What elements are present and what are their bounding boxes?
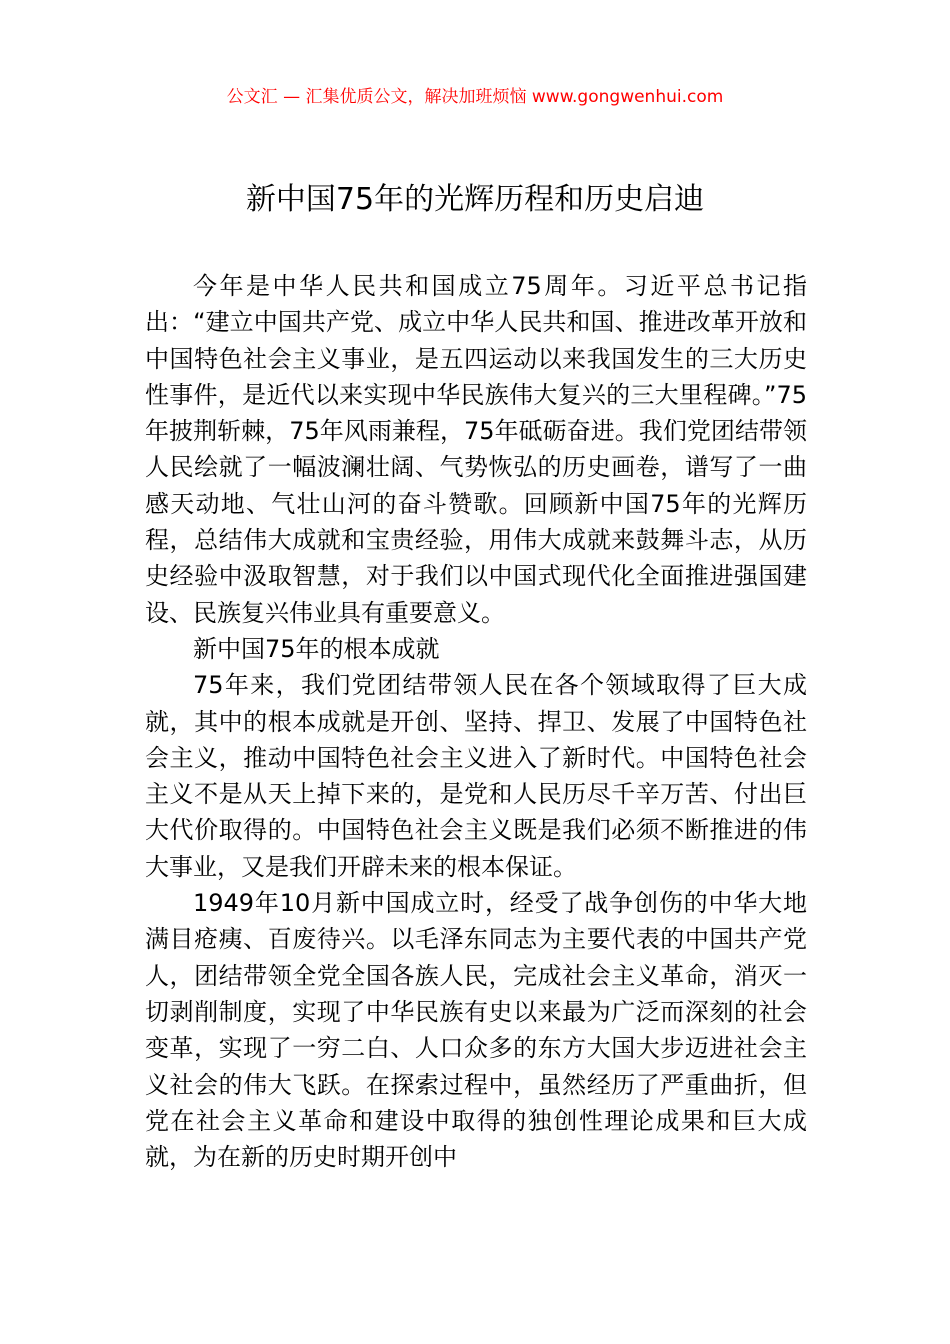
section-paragraph-1: 75年来，我们党团结带领人民在各个领域取得了巨大成就，其中的根本成就是开创、坚持、捍卫、发展了中国特色社会主义，推动中国特色社会主义进入了新时代。中国特色社会主义不是从天上掉下来的，是党和人民历尽千辛万苦、付出巨大代价取得的。中国特色社会主义既是我们必须不断推进的伟大事业，又是我们开辟未来的根本保证。 [145,671,807,881]
page-title: 新中国75年的光辉历程和历史启迪 [245,182,705,217]
section-paragraph-2: 1949年10月新中国成立时，经受了战争创伤的中华大地满目疮痍、百废待兴。以毛泽东同志为主要代表的中国共产党人，团结带领全党全国各族人民，完成社会主义革命，消灭一切剥削制度，实现了中华民族有史以来最为广泛而深刻的社会变革，实现了一穷二白、人口众多的东方大国大步迈进社会主义社会的伟大飞跃。在探索过程中，虽然经历了严重曲折，但党在社会主义革命和建设中取得的独创性理论成果和巨大成就，为在新的历史时期开创中 [145,889,807,1172]
document-body [145,268,807,1175]
intro-paragraph: 今年是中华人民共和国成立75周年。习近平总书记指出：“建立中国共产党、成立中华人民共和国、推进改革开放和中国特色社会主义事业，是五四运动以来我国发生的三大历史性事件，是近代以来实现中华民族伟大复兴的三大里程碑。”75年披荆斩棘，75年风雨兼程，75年砥砺奋进。我们党团结带领人民绘就了一幅波澜壮阔、气势恢弘的历史画卷，谱写了一曲感天动地、气壮山河的奋斗赞歌。回顾新中国75年的光辉历程，总结伟大成就和宝贵经验，用伟大成就来鼓舞斗志，从历史经验中汲取智慧，对于我们以中国式现代化全面推进强国建设、民族复兴伟业具有重要意义。 [145,272,807,627]
section-heading: 新中国75年的根本成就 [193,634,440,663]
site-banner: 公文汇 — 汇集优质公文，解决加班烦恼 www.gongwenhui.com [226,87,724,107]
